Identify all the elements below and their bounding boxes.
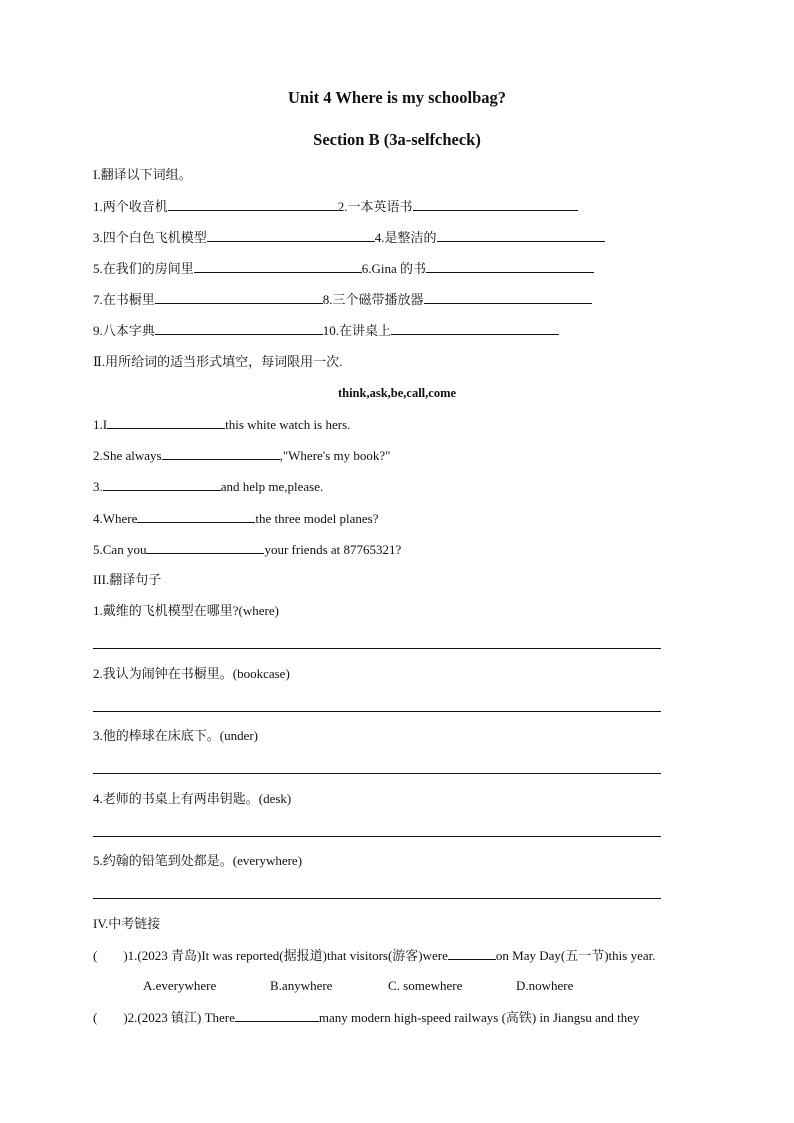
answer-blank[interactable] — [137, 510, 255, 523]
answer-blank[interactable] — [207, 229, 375, 242]
vocab-item: 6.Gina 的书 — [361, 261, 427, 276]
answer-line[interactable] — [93, 711, 661, 712]
vocab-row — [93, 229, 605, 246]
vocab-item: 10.在讲桌上 — [322, 323, 392, 338]
option-d[interactable]: D.nowhere — [516, 978, 574, 993]
fill-item-prefix: 2.She always — [93, 448, 162, 463]
answer-paren[interactable]: ( ) — [93, 1010, 128, 1025]
mc-question — [93, 1009, 640, 1026]
answer-line[interactable] — [93, 648, 661, 649]
vocab-item: 3.四个白色飞机模型 — [93, 230, 207, 245]
answer-blank[interactable] — [391, 322, 559, 335]
fill-item-prefix: 4.Where — [93, 511, 138, 526]
vocab-row — [93, 260, 594, 277]
question-suffix: many modern high-speed railways (高铁) in Jiangsu and they — [318, 1010, 640, 1025]
fill-item — [93, 478, 323, 495]
answer-line[interactable] — [93, 836, 661, 837]
answer-line[interactable] — [93, 773, 661, 774]
question-prefix: 1.(2023 青岛)It was reported(据报道)that visitors(游客)were — [127, 948, 448, 963]
answer-blank[interactable] — [194, 260, 362, 273]
fill-item — [93, 447, 390, 464]
fill-item-suffix: your friends at 87765321? — [264, 542, 402, 557]
worksheet-subtitle: Section B (3a-selfcheck) — [313, 130, 481, 149]
mc-options — [143, 978, 573, 994]
translate-item: 4.老师的书桌上有两串钥匙。(desk) — [93, 791, 292, 806]
fill-item — [93, 510, 378, 527]
fill-item-suffix: this white watch is hers. — [225, 417, 351, 432]
vocab-item: 9.八本字典 — [93, 323, 155, 338]
answer-blank[interactable] — [413, 198, 578, 211]
part2-heading: Ⅱ.用所给词的适当形式填空，每词限用一次. — [93, 354, 343, 369]
option-a[interactable]: A.everywhere — [143, 978, 217, 993]
vocab-row — [93, 291, 592, 308]
translate-item: 3.他的棒球在床底下。(under) — [93, 728, 259, 743]
vocab-item: 5.在我们的房间里 — [93, 261, 194, 276]
vocab-item: 1.两个收音机 — [93, 199, 168, 214]
answer-blank[interactable] — [146, 541, 264, 554]
answer-blank[interactable] — [448, 947, 496, 960]
answer-blank[interactable] — [107, 416, 225, 429]
fill-item-prefix: 1.I — [93, 417, 108, 432]
fill-item — [93, 416, 350, 433]
translate-item: 2.我认为闹钟在书橱里。(bookcase) — [93, 666, 290, 681]
answer-blank[interactable] — [162, 447, 280, 460]
fill-item-prefix: 5.Can you — [93, 542, 147, 557]
vocab-item: 8.三个磁带播放器 — [322, 292, 424, 307]
part3-heading: III.翻译句子 — [93, 572, 162, 587]
translate-item: 5.约翰的铅笔到处都是。(everywhere) — [93, 853, 303, 868]
part4-heading: IV.中考链接 — [93, 916, 161, 931]
option-b[interactable]: B.anywhere — [270, 978, 333, 993]
vocab-item: 7.在书橱里 — [93, 292, 155, 307]
option-c[interactable]: C. somewhere — [388, 978, 463, 993]
answer-blank[interactable] — [424, 291, 592, 304]
answer-blank[interactable] — [155, 322, 323, 335]
answer-blank[interactable] — [426, 260, 594, 273]
answer-blank[interactable] — [155, 291, 323, 304]
answer-blank[interactable] — [168, 198, 338, 211]
vocab-row — [93, 198, 578, 215]
question-suffix: on May Day(五一节)this year. — [495, 948, 656, 963]
fill-item-suffix: and help me,please. — [220, 479, 324, 494]
fill-item-prefix: 3. — [93, 479, 103, 494]
answer-blank[interactable] — [235, 1009, 319, 1022]
part1-heading: I.翻译以下词组。 — [93, 167, 192, 182]
answer-paren[interactable]: ( ) — [93, 948, 128, 963]
mc-question — [93, 947, 656, 964]
fill-item-suffix: ,"Where's my book?" — [279, 448, 391, 463]
worksheet-title: Unit 4 Where is my schoolbag? — [287, 88, 507, 107]
fill-item — [93, 541, 401, 558]
vocab-item: 2.一本英语书 — [337, 199, 413, 214]
vocab-row — [93, 322, 559, 339]
answer-blank[interactable] — [437, 229, 605, 242]
vocab-item: 4.是整洁的 — [374, 230, 437, 245]
answer-blank[interactable] — [103, 478, 221, 491]
question-prefix: 2.(2023 镇江) There — [127, 1010, 235, 1025]
word-bank: think,ask,be,call,come — [337, 386, 457, 400]
answer-line[interactable] — [93, 898, 661, 899]
translate-item: 1.戴维的飞机模型在哪里?(where) — [93, 603, 279, 618]
fill-item-suffix: the three model planes? — [255, 511, 379, 526]
